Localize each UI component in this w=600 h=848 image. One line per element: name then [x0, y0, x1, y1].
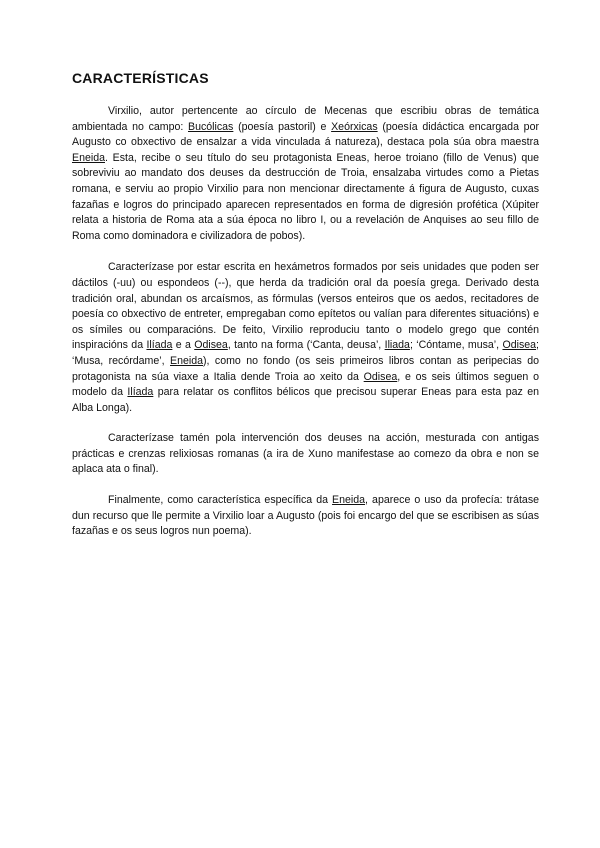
title-iliada: Ilíada — [127, 386, 154, 399]
p2-text-8: para relatar os conflitos bélicos que precisou superar Eneas para esta paz en Alba Longa). — [72, 386, 539, 414]
title-iliada: Ilíada — [146, 339, 173, 352]
title-odisea: Odisea — [502, 339, 537, 352]
p1-text-1: Virxilio, autor pertencente ao círculo de Mecenas que escribiu obras de temática ambientada no campo: — [72, 105, 539, 133]
title-eneida: Eneida — [332, 494, 366, 507]
title-xeorxicas: Xeórxicas — [331, 120, 378, 133]
p2-text-5: ; ‘Musa, recórdame’, — [72, 339, 539, 367]
title-eneida: Eneida — [170, 354, 204, 367]
p1-text-4: . Esta, recibe o seu título do seu protagonista Eneas, heroe troiano (fillo de Venus) que sobreviviu ao mandato dos deuses da destrucción de Troia, ensalzaba virtudes como a Pietas romana, e serviu ao propio Virxilio para non mencionar directamente á figura de Augusto, cuxas fazañas e logros do principado aparecen representados en forma de digresión profética (Xúpiter relata a historia de Roma ata a súa época no libro I, ou a revelación de Anquises ao seu fillo de Roma como dominadora e civilizadora de pobos). — [72, 151, 539, 242]
p2-text-1: Caracterízase por estar escrita en hexámetros formados por seis unidades que poden ser dáctilos (-uu) ou espondeos (--), que herda da tradición oral da poesía grega. Derivado desta tradición oral, abundan os arcaísmos, as fórmulas (versos enteiros que os aedos, recitadores de poesía co obxectivo de entreter, empregaban como epítetos ou valían para diferentes situacións) e os símiles ou comparacións. De feito, Virxilio reproduciu tanto o modelo grego que contén inspiracións da — [72, 261, 539, 352]
p2-text-6: ), como no fondo (os seis primeiros libros contan as peripecias do protagonista na súa viaxe a Italia dende Troia ao xeito da — [72, 354, 539, 383]
p2-text-4: ; ‘Cóntame, musa’, — [409, 339, 503, 352]
paragraph-4 — [72, 493, 539, 540]
p2-text-7: , e os seis últimos seguen o modelo da — [72, 370, 539, 399]
title-odisea: Odisea — [363, 370, 398, 383]
title-eneida: Eneida — [72, 151, 105, 164]
p2-text-3: , tanto na forma (‘Canta, deusa’, — [227, 339, 385, 352]
paragraph-1 — [72, 104, 539, 244]
p1-text-3: (poesía didáctica encargada por Augusto co obxectivo de ensalzar a vida vinculada á natureza), destaca pola súa obra maestra — [72, 120, 539, 149]
p3-text-1: Caracterízase tamén pola intervención dos deuses na acción, mesturada con antigas prácticas e crenzas relixiosas romanas (a ira de Xuno manifestase ao comezo da obra e non se aplaca ata o final). — [72, 432, 539, 476]
document-heading: CARACTERÍSTICAS — [72, 70, 209, 86]
title-iliada: Iliada — [384, 339, 410, 352]
title-odisea: Odisea — [194, 339, 228, 352]
paragraph-2 — [72, 260, 539, 416]
title-bucolicas: Bucólicas — [188, 120, 234, 133]
p2-text-2: e a — [172, 339, 195, 352]
p1-text-2: (poesía pastoril) e — [233, 120, 332, 133]
p4-text-1: Finalmente, como característica específica da — [108, 494, 333, 507]
p4-text-2: , aparece o uso da profecía: trátase dun recurso que lle permite a Virxilio loar a Augusto (pois foi encargo del que se escribisen as súas fazañas e os seus logros nun poema). — [72, 494, 540, 538]
paragraph-3 — [72, 431, 539, 478]
document-page — [72, 70, 539, 555]
